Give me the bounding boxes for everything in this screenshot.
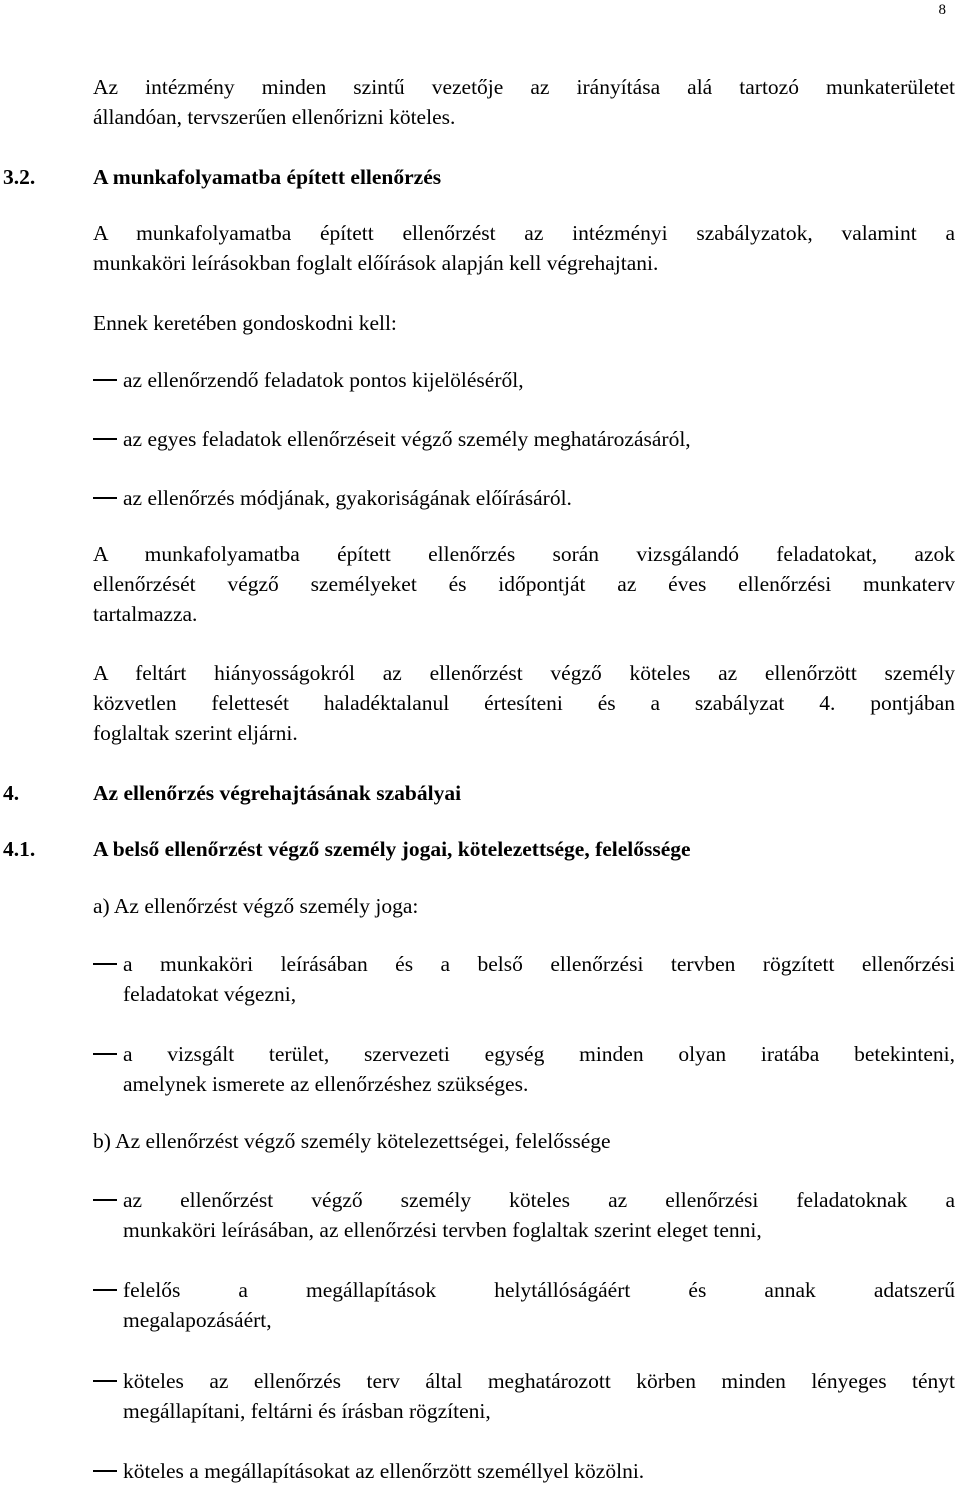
dash-bullet-icon — [93, 1470, 117, 1472]
dash-bullet-icon — [93, 438, 117, 440]
paragraph-line: munkaköri leírásokban foglalt előírások alapján kell végrehajtani. — [93, 251, 659, 275]
paragraph-line: foglaltak szerint eljárni. — [93, 721, 298, 745]
list-item-text: az egyes feladatok ellenőrzéseit végző személy meghatározásáról, — [123, 427, 691, 451]
section-number: 4.1. — [3, 837, 36, 861]
list-item-line: az ellenőrzést végző személy köteles az ellenőrzési feladatoknak a — [123, 1188, 955, 1212]
section-title: A munkafolyamatba épített ellenőrzés — [93, 165, 442, 189]
section-3-2-paragraph-4 — [93, 658, 955, 748]
section-title: Az ellenőrzés végrehajtásának szabályai — [93, 781, 462, 805]
subsection-b-label: b) Az ellenőrzést végző személy kötelezettségei, felelőssége — [93, 1129, 611, 1153]
list-item-text — [123, 1366, 955, 1426]
list-item-text — [123, 949, 955, 1009]
list-item-line: munkaköri leírásában, az ellenőrzési tervben foglaltak szerint eleget tenni, — [123, 1218, 762, 1242]
list-item-line: köteles az ellenőrzés terv által meghatározott körben minden lényeges tényt — [123, 1369, 955, 1393]
dash-bullet-icon — [93, 963, 117, 965]
intro-paragraph — [93, 72, 955, 132]
paragraph-line: közvetlen felettesét haladéktalanul értesíteni és a szabályzat 4. pontjában — [93, 691, 955, 715]
list-item-line: amelynek ismerete az ellenőrzéshez szükséges. — [123, 1072, 529, 1096]
list-item-line: a vizsgált terület, szervezeti egység minden olyan iratába betekinteni, — [123, 1042, 955, 1066]
subsection-a-label: a) Az ellenőrzést végző személy joga: — [93, 894, 419, 918]
section-3-2-paragraph-2: Ennek keretében gondoskodni kell: — [93, 311, 397, 335]
list-item-line: a munkaköri leírásában és a belső ellenőrzési tervben rögzített ellenőrzési — [123, 952, 955, 976]
list-item-text — [123, 1185, 955, 1245]
list-item-text: az ellenőrzendő feladatok pontos kijelöléséről, — [123, 368, 524, 392]
dash-bullet-icon — [93, 379, 117, 381]
list-item-text: az ellenőrzés módjának, gyakoriságának előírásáról. — [123, 486, 572, 510]
list-item-text — [123, 1039, 955, 1099]
page-number: 8 — [938, 2, 946, 18]
intro-line-1: Az intézmény minden szintű vezetője az irányítása alá tartozó munkaterületet — [93, 75, 955, 99]
paragraph-line: tartalmazza. — [93, 602, 198, 626]
paragraph-line: A feltárt hiányosságokról az ellenőrzést végző köteles az ellenőrzött személy — [93, 661, 955, 685]
list-item-line: megállapítani, feltárni és írásban rögzíteni, — [123, 1399, 491, 1423]
dash-bullet-icon — [93, 1053, 117, 1055]
section-3-2-paragraph-1 — [93, 218, 955, 278]
list-item-line: megalapozásáért, — [123, 1308, 272, 1332]
paragraph-line: ellenőrzését végző személyeket és időpontját az éves ellenőrzési munkaterv — [93, 572, 955, 596]
dash-bullet-icon — [93, 497, 117, 499]
list-item-text: köteles a megállapításokat az ellenőrzött személlyel közölni. — [123, 1459, 645, 1483]
paragraph-line: A munkafolyamatba épített ellenőrzés során vizsgálandó feladatokat, azok — [93, 542, 955, 566]
section-title: A belső ellenőrzést végző személy jogai, kötelezettsége, felelőssége — [93, 837, 691, 861]
intro-line-2: állandóan, tervszerűen ellenőrizni köteles. — [93, 105, 456, 129]
dash-bullet-icon — [93, 1380, 117, 1382]
dash-bullet-icon — [93, 1199, 117, 1201]
section-3-2-paragraph-3 — [93, 539, 955, 629]
list-item-text — [123, 1275, 955, 1335]
section-number: 4. — [3, 781, 20, 805]
list-item-line: feladatokat végezni, — [123, 982, 297, 1006]
list-item-line: felelős a megállapítások helytállóságáért és annak adatszerű — [123, 1278, 955, 1302]
dash-bullet-icon — [93, 1289, 117, 1291]
section-number: 3.2. — [3, 165, 36, 189]
paragraph-line: A munkafolyamatba épített ellenőrzést az intézményi szabályzatok, valamint a — [93, 221, 955, 245]
